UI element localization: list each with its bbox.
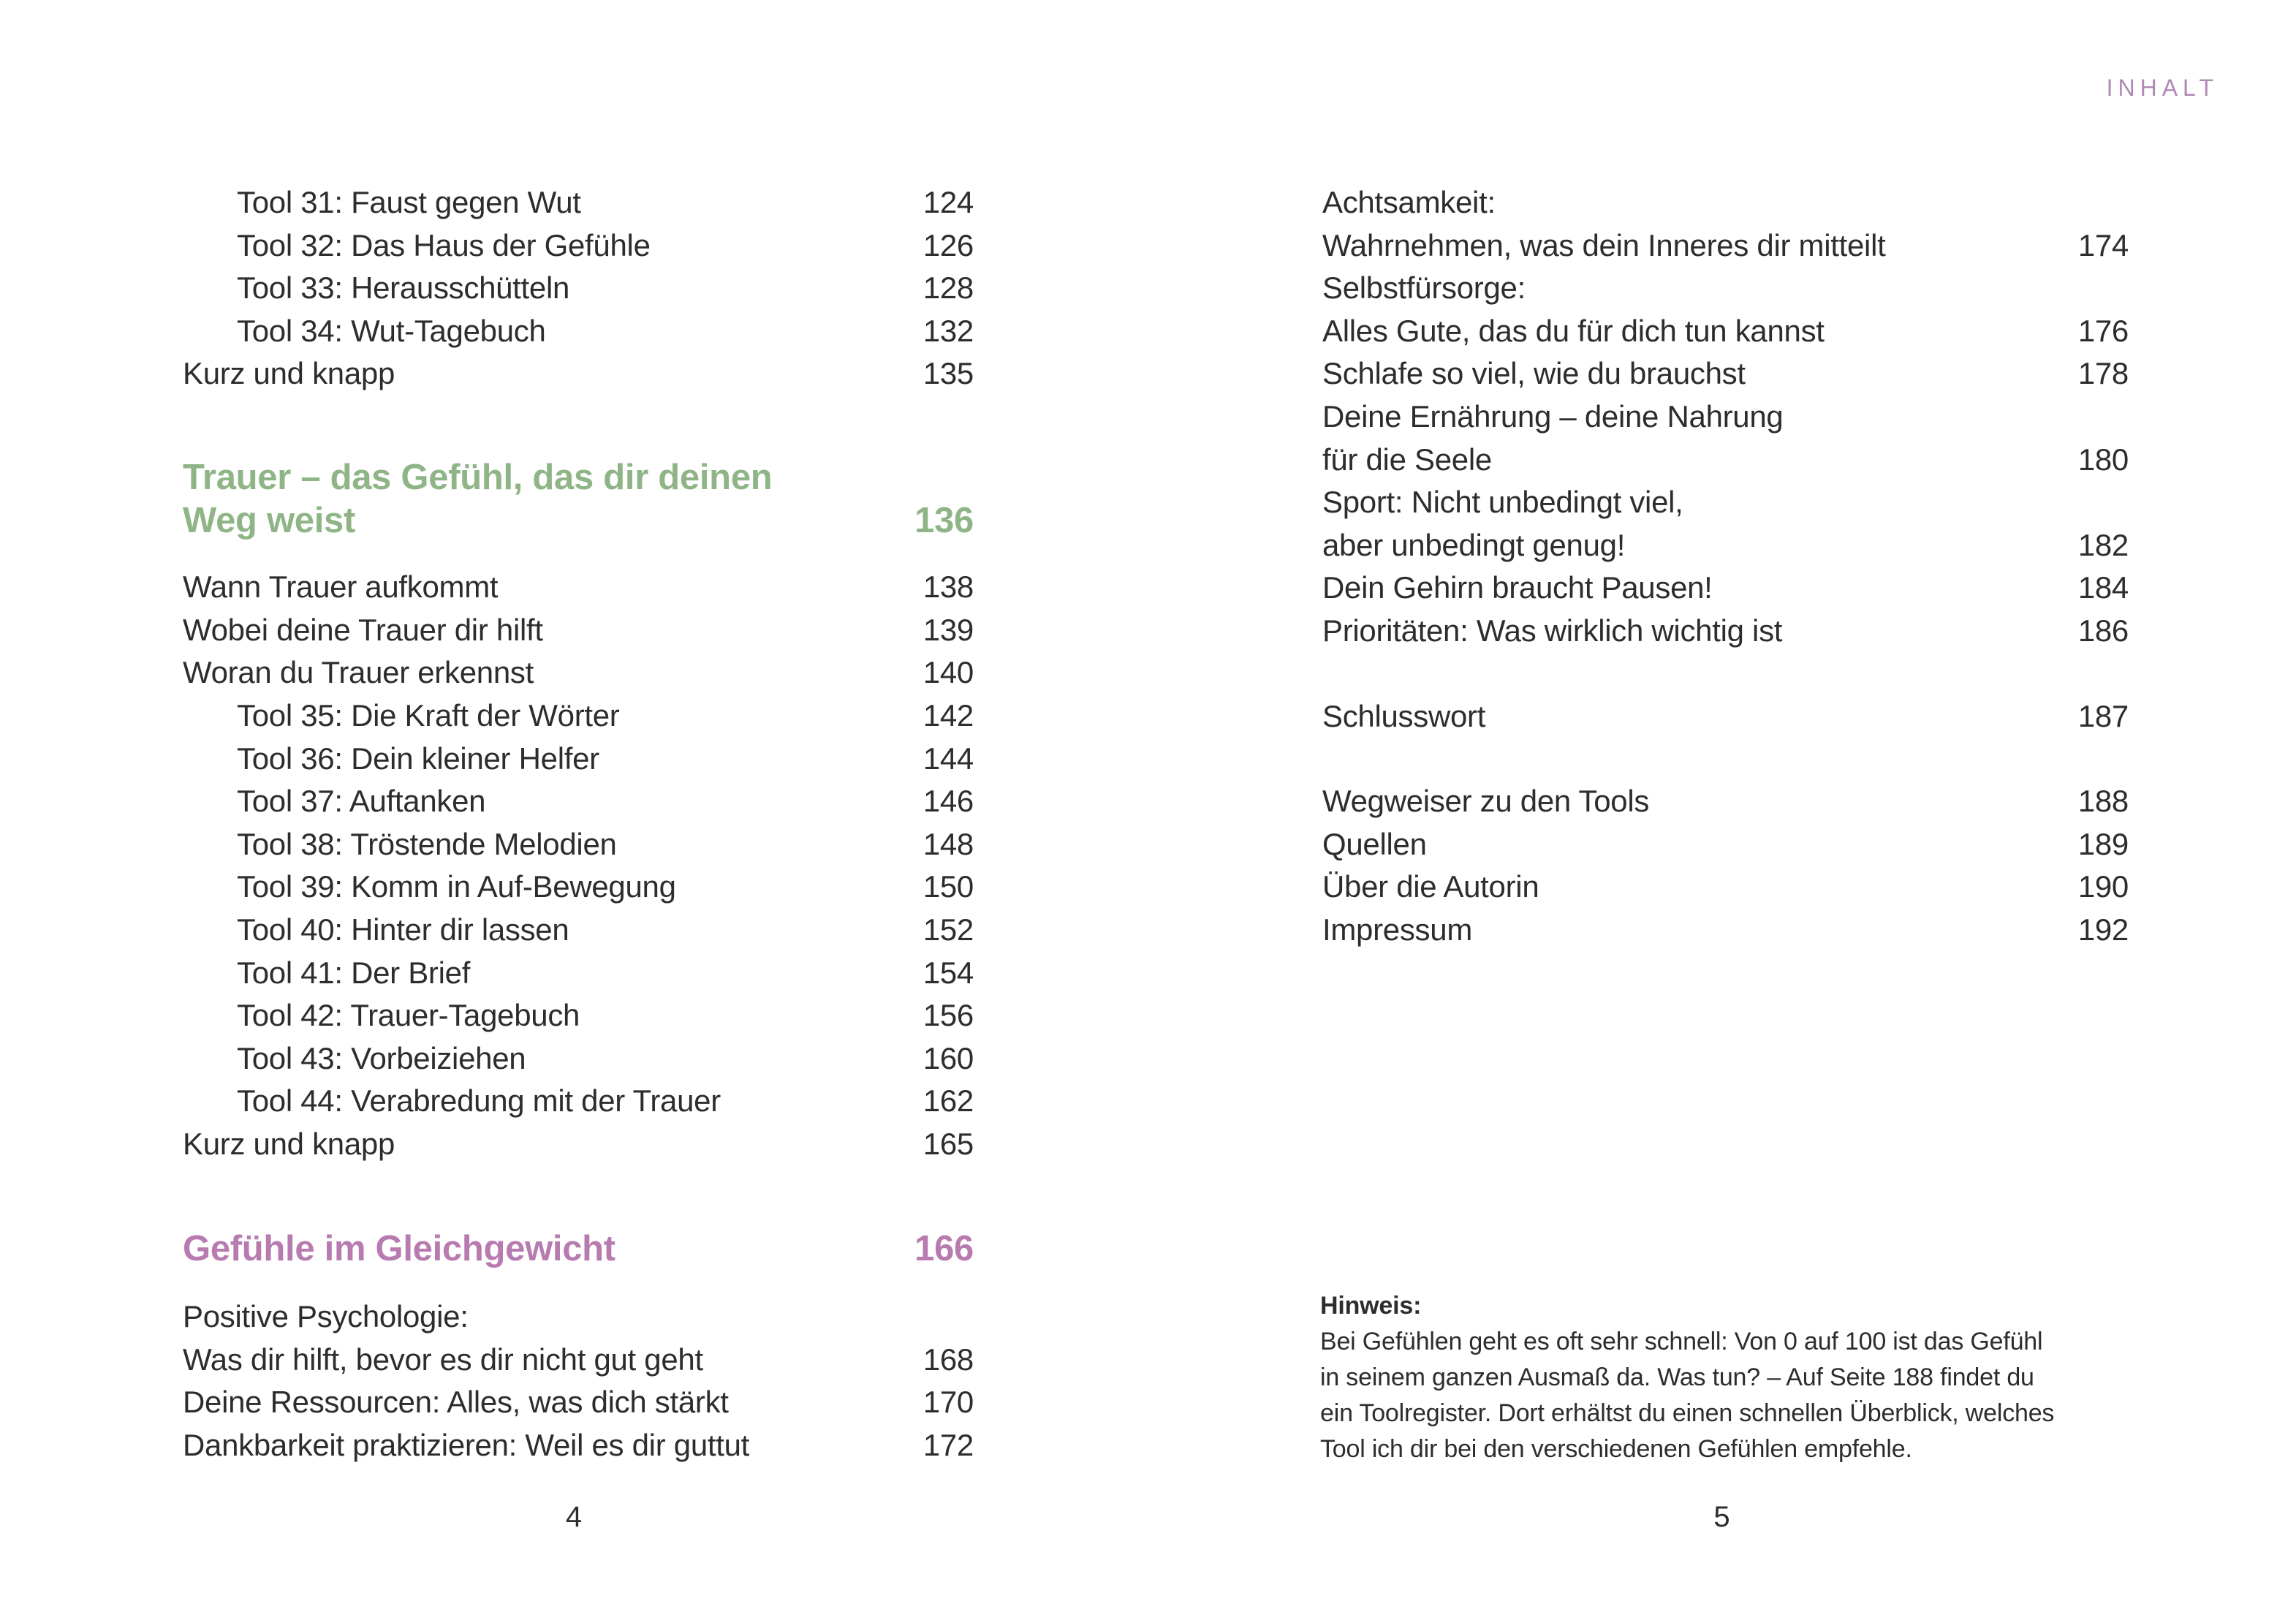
toc-entry-label: Schlusswort: [1322, 698, 1486, 733]
toc-entry: [1322, 567, 2129, 610]
toc-entry-page: 187: [2077, 698, 2129, 733]
toc-entry-label: Kurz und knapp: [183, 1126, 395, 1161]
toc-entry: [1322, 267, 2129, 310]
toc-entry-label: Prioritäten: Was wirklich wichtig ist: [1322, 613, 1783, 648]
toc-entry: [183, 695, 974, 738]
toc-entry-label: Dein Gehirn braucht Pausen!: [1322, 570, 1713, 605]
toc-entry-label: Achtsamkeit:: [1322, 185, 1496, 219]
toc-entry-label: Was dir hilft, bevor es dir nicht gut geht: [183, 1342, 703, 1377]
section-heading-trauer: [183, 456, 974, 542]
toc-entry: [1322, 909, 2129, 952]
toc-entry: [183, 310, 974, 353]
toc-entry-page: 148: [922, 826, 974, 861]
toc-entry-page: 154: [922, 955, 974, 990]
toc-entry: [1322, 695, 2129, 738]
toc-entry: [183, 352, 974, 396]
toc-entry-page: 178: [2077, 356, 2129, 391]
toc-entry: [183, 1037, 974, 1081]
note-title: Hinweis:: [1320, 1292, 1422, 1320]
section-heading-title: [183, 456, 772, 542]
toc-entry-page: 162: [922, 1083, 974, 1119]
toc-entry: [1322, 396, 2129, 439]
toc-entry: [183, 1080, 974, 1123]
toc-entry: [1322, 352, 2129, 396]
toc-entry-page: 186: [2077, 613, 2129, 648]
toc-entry: [183, 267, 974, 310]
section-heading-page: 136: [914, 500, 974, 540]
toc-entry-page: 189: [2077, 826, 2129, 861]
toc-entry-page: 150: [922, 869, 974, 904]
toc-entry: [1322, 866, 2129, 909]
left-toc-column: [183, 181, 974, 1467]
toc-entry: [183, 994, 974, 1037]
toc-entry-label: Schlafe so viel, wie du brauchst: [1322, 356, 1746, 391]
toc-entry: [1322, 610, 2129, 653]
toc-entry-page: 124: [922, 185, 974, 219]
toc-entry-page: 176: [2077, 313, 2129, 348]
toc-entry: [1322, 310, 2129, 353]
section-heading-line1: Trauer – das Gefühl, das dir deinen: [183, 457, 773, 497]
toc-entry-label: Tool 43: Vorbeiziehen: [237, 1040, 526, 1075]
toc-entry-label: Tool 36: Dein kleiner Helfer: [237, 741, 599, 776]
toc-entry-page: 146: [922, 784, 974, 819]
section-heading-line2: Weg weist: [183, 500, 356, 540]
running-head-inhalt: INHALT: [2106, 75, 2219, 101]
toc-entry-label: Tool 38: Tröstende Melodien: [237, 826, 617, 861]
toc-entry-page: 135: [922, 356, 974, 391]
toc-entry: [183, 224, 974, 268]
toc-entry: [1322, 780, 2129, 823]
toc-entry-page: 138: [922, 570, 974, 605]
toc-entry-label: Dankbarkeit praktizieren: Weil es dir guttut: [183, 1427, 750, 1462]
toc-entry-label: Wegweiser zu den Tools: [1322, 784, 1650, 819]
right-toc-column: [1322, 181, 2129, 952]
toc-entry-page: 142: [922, 697, 974, 733]
toc-entry: [183, 181, 974, 224]
toc-entry-page: 172: [922, 1427, 974, 1462]
note-line: ein Toolregister. Dort erhältst du einen schnellen Überblick, welches: [1320, 1399, 2055, 1427]
toc-entry: [183, 1295, 974, 1339]
toc-entry-label: Über die Autorin: [1322, 869, 1539, 904]
toc-entry: [183, 823, 974, 866]
toc-entry-label: Tool 37: Auftanken: [237, 784, 486, 819]
toc-entry-page: 174: [2077, 227, 2129, 262]
toc-entry-page: 132: [922, 313, 974, 348]
toc-entry: [183, 909, 974, 952]
toc-entry: [183, 1123, 974, 1166]
note-line: Tool ich dir bei den verschiedenen Gefühlen empfehle.: [1320, 1435, 1912, 1463]
toc-entry-page: 168: [922, 1342, 974, 1377]
toc-entry-page: 165: [922, 1126, 974, 1161]
toc-entry-label: Tool 35: Die Kraft der Wörter: [237, 697, 620, 733]
toc-entry-label: Tool 31: Faust gegen Wut: [237, 185, 581, 219]
toc-entry-page: 190: [2077, 869, 2129, 904]
toc-entry-label: Tool 39: Komm in Auf-Bewegung: [237, 869, 676, 904]
toc-entry-label: Wann Trauer aufkommt: [183, 570, 499, 605]
toc-entry-page: 192: [2077, 912, 2129, 947]
toc-entry: [1322, 524, 2129, 567]
toc-entry: [1322, 481, 2129, 524]
toc-entry: [183, 609, 974, 652]
section-heading-page: 166: [914, 1229, 974, 1269]
note-line: in seinem ganzen Ausmaß da. Was tun? – Auf Seite 188 findet du: [1320, 1363, 2034, 1391]
toc-entry-label: Kurz und knapp: [183, 356, 395, 391]
toc-entry-label: Tool 33: Herausschütteln: [237, 270, 570, 306]
toc-entry: [1322, 439, 2129, 482]
toc-entry-label: Tool 41: Der Brief: [237, 955, 471, 990]
toc-entry: [183, 952, 974, 995]
toc-entry-page: 156: [922, 998, 974, 1033]
right-page: [1148, 0, 2296, 1623]
toc-entry-label: Tool 34: Wut-Tagebuch: [237, 313, 546, 348]
toc-entry-page: 152: [922, 912, 974, 947]
toc-entry-page: 144: [922, 741, 974, 776]
page-number-left: 4: [565, 1501, 583, 1533]
toc-entry: [1322, 181, 2129, 224]
toc-entry: [1322, 224, 2129, 268]
toc-entry-label: Tool 40: Hinter dir lassen: [237, 912, 569, 947]
toc-entry-label: Tool 44: Verabredung mit der Trauer: [237, 1083, 721, 1119]
toc-entry-label: Positive Psychologie:: [183, 1299, 469, 1334]
toc-entry: [183, 1424, 974, 1467]
toc-entry-label: aber unbedingt genug!: [1322, 527, 1626, 562]
toc-entry-page: 184: [2077, 570, 2129, 605]
toc-entry-page: 126: [922, 227, 974, 262]
toc-entry-label: Tool 32: Das Haus der Gefühle: [237, 227, 651, 262]
toc-entry-page: 160: [922, 1040, 974, 1075]
toc-entry: [183, 738, 974, 781]
toc-entry-label: Alles Gute, das du für dich tun kannst: [1322, 313, 1825, 348]
toc-entry: [183, 566, 974, 609]
toc-entry-page: 139: [922, 612, 974, 647]
note-line: Bei Gefühlen geht es oft sehr schnell: Von 0 auf 100 ist das Gefühl: [1320, 1328, 2043, 1355]
toc-entry: [183, 1339, 974, 1382]
toc-entry-label: für die Seele: [1322, 442, 1492, 477]
toc-entry-page: 128: [922, 270, 974, 306]
toc-entry-label: Impressum: [1322, 912, 1473, 947]
toc-entry-label: Woran du Trauer erkennst: [183, 655, 534, 690]
toc-entry: [183, 1381, 974, 1424]
toc-entry-page: 182: [2077, 527, 2129, 562]
page-number-right: 5: [1713, 1501, 1730, 1533]
toc-entry-page: 180: [2077, 442, 2129, 477]
toc-entry-label: Quellen: [1322, 826, 1427, 861]
toc-entry-label: Sport: Nicht unbedingt viel,: [1322, 485, 1683, 520]
toc-entry: [183, 651, 974, 695]
toc-entry: [183, 780, 974, 823]
toc-entry-page: 140: [922, 655, 974, 690]
toc-entry-label: Selbstfürsorge:: [1322, 270, 1526, 306]
toc-entry-page: 170: [922, 1385, 974, 1420]
toc-entry: [1322, 823, 2129, 866]
toc-entry-label: Wahrnehmen, was dein Inneres dir mitteilt: [1322, 227, 1886, 262]
toc-entry-label: Tool 42: Trauer-Tagebuch: [237, 998, 580, 1033]
section-heading-title: Gefühle im Gleichgewicht: [183, 1229, 615, 1269]
toc-entry: [183, 866, 974, 909]
toc-entry-label: Wobei deine Trauer dir hilft: [183, 612, 543, 647]
toc-entry-label: Deine Ressourcen: Alles, was dich stärkt: [183, 1385, 729, 1420]
toc-entry-label: Deine Ernährung – deine Nahrung: [1322, 398, 1784, 434]
toc-entry-page: 188: [2077, 784, 2129, 819]
section-heading-balance: [183, 1227, 974, 1271]
note-box: [1320, 1288, 2135, 1467]
